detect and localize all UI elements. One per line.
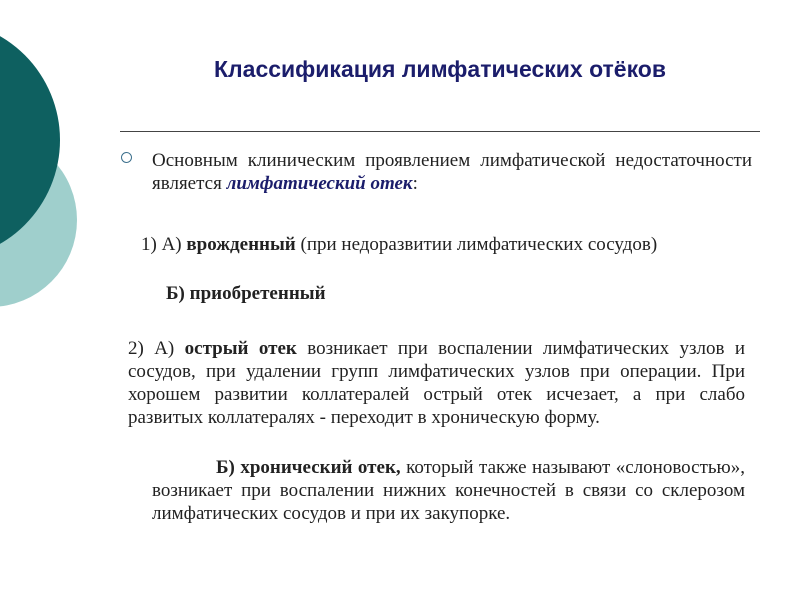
intro-text: Основным клиническим проявлением лимфатической недостаточности является xyxy=(152,150,752,194)
bullet-circle-icon xyxy=(121,152,132,163)
item2-text: возникает при воспалении лимфатических узлов и сосудов, при удалении групп лимфатических узлов при операции. При хорошем развитии коллатералей острый отек исчезает, а при слабо развитых коллатералях - переходит в хроническую форму. xyxy=(128,338,745,428)
item2-paragraph xyxy=(128,337,745,429)
item1-b: Б) приобретенный xyxy=(166,283,326,304)
intro-end: : xyxy=(412,173,418,194)
slide-title: Классификация лимфатических отёков xyxy=(214,56,666,82)
item2-b-bold: Б) хронический отек, xyxy=(216,457,401,478)
intro-emphasis: лимфатический отек xyxy=(226,173,413,194)
item2-bold: острый отек xyxy=(184,338,297,359)
item2-b-text: который также называют «слоновостью», возникает при воспалении нижних конечностей в связи со склерозом лимфатических сосудов и при их закупорке. xyxy=(152,457,746,524)
intro-paragraph xyxy=(152,149,752,195)
item1-bold: врожденный xyxy=(186,234,296,255)
item1-paragraph xyxy=(141,233,745,256)
item2-b-paragraph xyxy=(152,456,745,525)
item1-num: 1) А) xyxy=(141,234,187,255)
title-divider xyxy=(120,131,760,132)
item2-num: 2) А) xyxy=(128,338,185,359)
item1-text: (при недоразвитии лимфатических сосудов) xyxy=(295,234,658,255)
